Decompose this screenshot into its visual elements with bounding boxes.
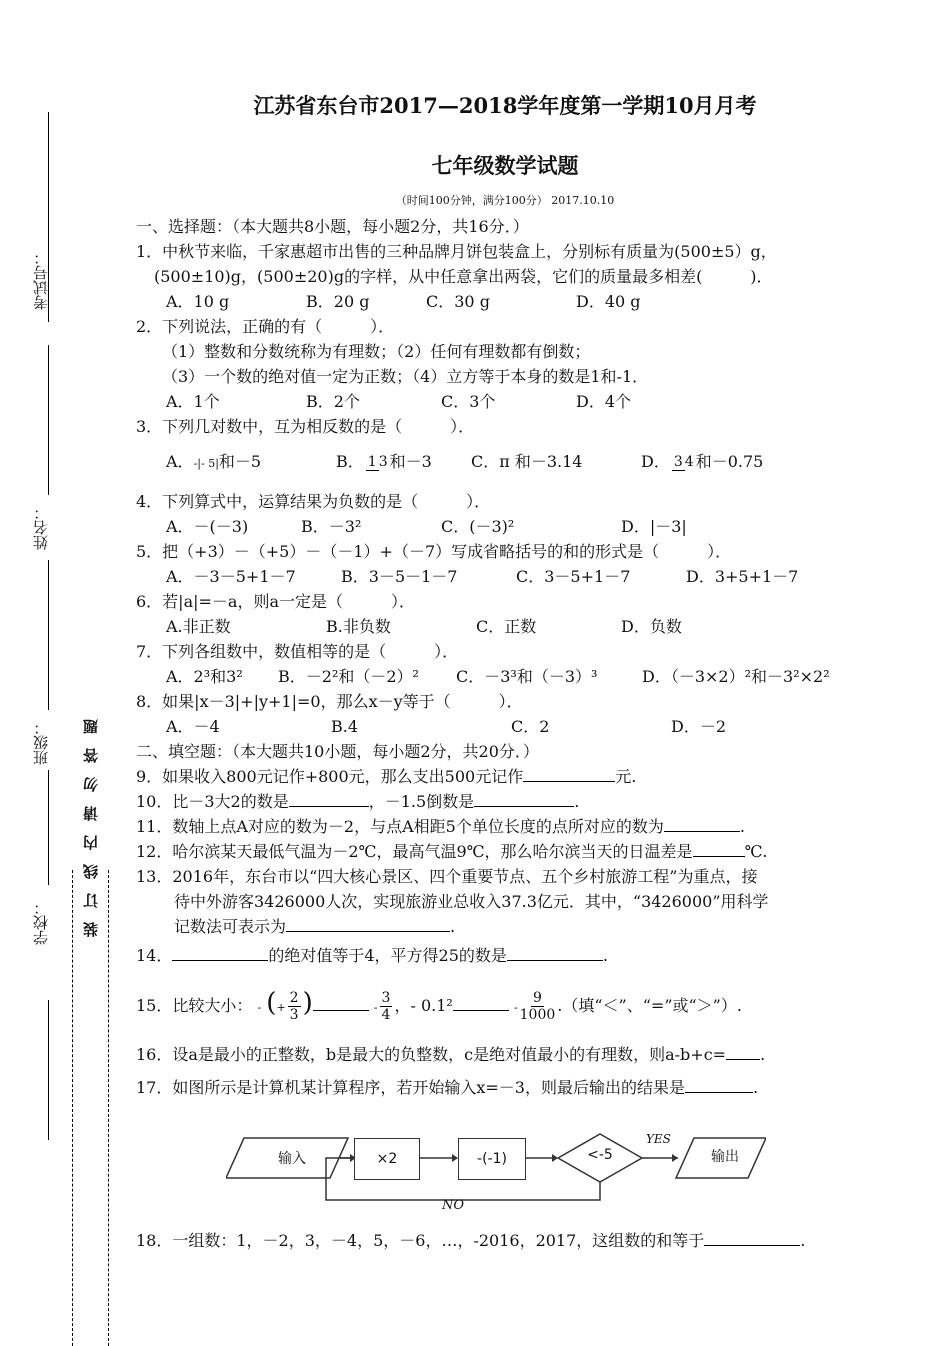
- multiply-box: ×2: [354, 1138, 420, 1180]
- q6-option-a: A.非正数: [166, 617, 231, 636]
- condition-label: <-5: [587, 1147, 613, 1163]
- flowchart: [226, 1130, 766, 1230]
- q2-stem: 2．下列说法，正确的有（ ）．: [136, 317, 395, 336]
- q1-line2: (500±10)g，(500±20)g的字样，从中任意拿出两袋，它们的质量最多相差( )．: [154, 267, 773, 286]
- q5-options: [136, 564, 876, 589]
- q2-option-d: D．4个: [576, 392, 632, 411]
- q7-option-c: C．－3³和（－3）³: [456, 667, 598, 686]
- exam-info: （时间100分钟，满分100分） 2017.10.10: [395, 194, 615, 207]
- paren: (: [266, 988, 277, 1018]
- q3-option-b: B． 1 3 和－3: [336, 452, 432, 471]
- answer-blank: [289, 789, 369, 807]
- answer-blank: [286, 914, 450, 932]
- q7-option-b: B．－2²和（－2）²: [278, 667, 419, 686]
- binding-line: [48, 345, 49, 495]
- q2-option-b: B．2个: [306, 392, 360, 411]
- q1-option-b: B．20 g: [306, 292, 370, 311]
- exam-subtitle: 七年级数学试题: [431, 153, 579, 178]
- section1-heading: 一、选择题：（本大题共8小题，每小题2分，共16分．）: [136, 217, 529, 236]
- binding-line: [48, 560, 49, 710]
- q8-stem: 8．如果|x－3|+|y+1|=0，那么x－y等于（ ）．: [136, 692, 523, 711]
- q3-option-a: A．-|- 5|和－5: [166, 452, 262, 471]
- answer-blank: [693, 839, 745, 857]
- fraction: 3 4: [673, 454, 694, 470]
- q13-line1: 13．2016年，东台市以“四大核心景区、四个重要节点、五个乡村旅游工程”为重点，接: [136, 867, 758, 886]
- q5-option-d: D．3+5+1－7: [686, 567, 799, 586]
- q5-stem: 5．把（+3）－（+5）－（－1）+（－7）写成省略括号的和的形式是（ ）．: [136, 542, 732, 561]
- answer-blank: [313, 993, 369, 1011]
- answer-blank: [507, 943, 603, 961]
- q11: 11．数轴上点A对应的数为－2，与点A相距5个单位长度的点所对应的数为 .: [136, 814, 876, 839]
- q16: 16．设a是最小的正整数，b是最大的负整数，c是绝对值最小的有理数，则a-b+c= .: [136, 1042, 876, 1067]
- q5-option-b: B．3－5－1－7: [341, 567, 458, 586]
- q8-option-b: B.4: [331, 717, 359, 736]
- q3-stem: 3．下列几对数中，互为相反数的是（ ）．: [136, 417, 475, 436]
- q14: 14． 的绝对值等于4，平方得25的数是 .: [136, 943, 876, 968]
- q4-option-b: B．－3²: [301, 517, 362, 536]
- q1-line1: 1．中秋节来临，千家惠超市出售的三种品牌月饼包装盒上，分别标有质量为(500±5）g，: [136, 242, 777, 261]
- q4-stem: 4．下列算式中，运算结果为负数的是（ ）．: [136, 492, 491, 511]
- q4-option-d: D．|－3|: [621, 517, 687, 536]
- q3-option-c: C．π 和－3.14: [471, 452, 583, 471]
- q6-option-d: D．负数: [621, 617, 682, 636]
- answer-blank: [704, 1228, 800, 1246]
- q2-option-a: A．1个: [166, 392, 220, 411]
- dashed-binding-line: [108, 870, 109, 1346]
- answer-blank: [172, 943, 268, 961]
- exam-title: 江苏省东台市2017—2018学年度第一学期10月月考: [253, 93, 757, 118]
- q3-options: [136, 439, 876, 489]
- answer-blank: [726, 1042, 760, 1060]
- q8-option-d: D．－2: [671, 717, 727, 736]
- q4-option-c: C．(－3)²: [441, 517, 515, 536]
- section2-heading: 二、填空题：（本大题共10小题，每小题2分，共20分．）: [136, 742, 539, 761]
- q17: 17．如图所示是计算机某计算程序，若开始输入x=－3，则最后输出的结果是 .: [136, 1075, 876, 1100]
- binding-line: [48, 112, 49, 322]
- answer-blank: [664, 814, 740, 832]
- fraction: $\frac{9}{1000}$: [519, 990, 556, 1023]
- q1-option-d: D．40 g: [576, 292, 641, 311]
- binding-line: [48, 1000, 49, 1140]
- q2-statement-2: （3）一个数的绝对值一定为正数；（4）立方等于本身的数是1和-1．: [162, 367, 649, 386]
- q13-line2: 待中外游客3426000人次，实现旅游业总收入37.3亿元．其中，“3426000”用科学: [174, 892, 769, 911]
- answer-blank: [523, 764, 615, 782]
- q8-options: [136, 714, 876, 739]
- q8-option-c: C．2: [511, 717, 550, 736]
- exam-number-label: 考试号：: [32, 250, 50, 310]
- q9: 9．如果收入800元记作+800元，那么支出500元记作 元.: [136, 764, 876, 789]
- binding-line: [48, 770, 49, 885]
- q12: 12．哈尔滨某天最低气温为－2℃，最高气温9℃，那么哈尔滨当天的日温差是 ℃.: [136, 839, 876, 864]
- q1-options: [136, 289, 876, 314]
- q4-options: [136, 514, 876, 539]
- q5-option-c: C．3－5+1－7: [516, 567, 631, 586]
- q18: 18．一组数：1，－2，3，－4，5，－6，…，-2016，2017，这组数的和等于 .: [136, 1228, 876, 1253]
- q6-options: [136, 614, 876, 639]
- q1-option-c: C．30 g: [426, 292, 490, 311]
- q7-option-a: A．2³和3²: [166, 667, 243, 686]
- subtract-box: -(-1): [458, 1138, 526, 1180]
- q15: 15．比较大小： - (+ $\frac{2}{3}$ ) - $\frac{3}{4}$ ，- 0.1² - $\frac{9}{1000}$ .（填“＜”、“=”或“＞”）.: [136, 988, 742, 1023]
- class-label: 班级：: [32, 720, 50, 765]
- school-label: 学校：: [32, 900, 50, 945]
- name-label: 姓名：: [32, 505, 50, 550]
- q1-option-a: A．10 g: [166, 292, 230, 311]
- q7-stem: 7．下列各组数中，数值相等的是（ ）．: [136, 642, 459, 661]
- q6-option-c: C．正数: [476, 617, 537, 636]
- q6-option-b: B.非负数: [326, 617, 391, 636]
- q5-option-a: A．－3－5+1－7: [166, 567, 296, 586]
- q2-statement-1: （1）整数和分数统称为有理数；（2）任何有理数都有倒数；: [162, 342, 591, 361]
- q3-option-d: D． 3 4 和－0.75: [641, 452, 764, 471]
- q13-line3: 记数法可表示为 .: [136, 914, 876, 939]
- input-label: 输入: [278, 1151, 306, 1167]
- q8-option-a: A．－4: [166, 717, 220, 736]
- q4-option-a: A．－(－3): [166, 517, 249, 536]
- exam-content: [136, 214, 876, 1100]
- seal-line-text: 装订线内请勿答题: [82, 705, 100, 937]
- q2-option-c: C．3个: [441, 392, 496, 411]
- fraction: $\frac{2}{3}$: [289, 990, 299, 1023]
- dashed-binding-line: [72, 870, 73, 1346]
- q10: 10．比－3大2的数是 ，－1.5倒数是 .: [136, 789, 876, 814]
- q2-options: [136, 389, 876, 414]
- q7-options: [136, 664, 876, 689]
- no-label: NO: [442, 1198, 465, 1213]
- yes-label: YES: [646, 1132, 671, 1146]
- answer-blank: [474, 789, 574, 807]
- answer-blank: [453, 993, 509, 1011]
- q7-option-d: D．（－3×2）²和－3²×2²: [642, 667, 830, 686]
- answer-blank: [685, 1075, 753, 1093]
- fraction: 1 3: [367, 454, 388, 470]
- paren: ): [302, 988, 313, 1018]
- output-label: 输出: [711, 1149, 739, 1165]
- q6-stem: 6．若|a|=－a，则a一定是（ ）．: [136, 592, 415, 611]
- fraction: $\frac{3}{4}$: [381, 990, 391, 1023]
